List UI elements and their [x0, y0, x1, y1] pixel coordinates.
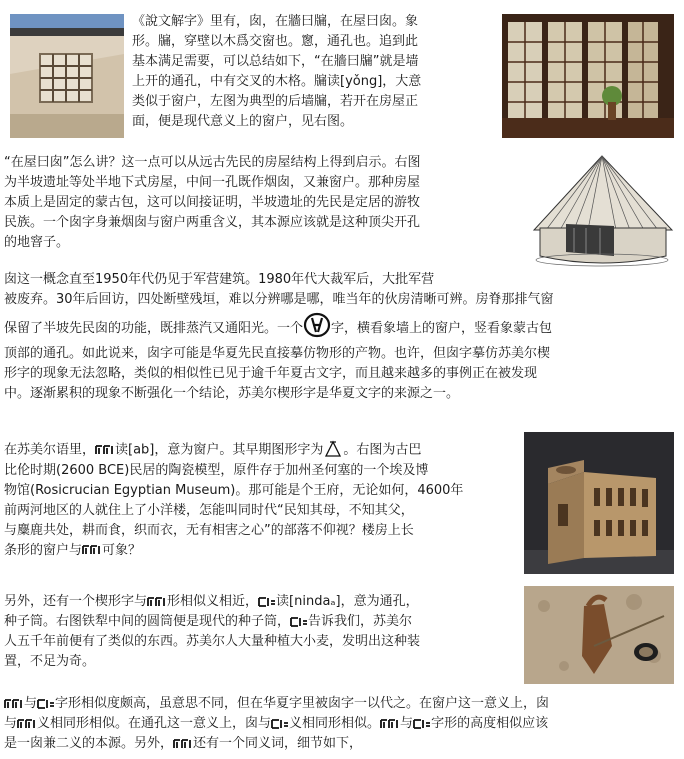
- text-line-with-glyph: [4, 694, 549, 714]
- text-segment: 保留了半坡先民囱的功能，既排蒸汽又通阳光。一个: [4, 321, 304, 336]
- interior-windows-photo: [502, 14, 674, 138]
- wall-lattice-window-photo: [10, 14, 124, 138]
- text-line: 上开的通孔，中有交叉的木格。牖读[yǒng]，大意: [132, 74, 422, 89]
- pottery-house-model-photo: [524, 432, 674, 574]
- seed-drill-plough-photo: [524, 586, 674, 684]
- text-line: 面，便是现代意义上的窗户，见右图。: [132, 114, 354, 129]
- cuneiform-ab-icon: [4, 698, 24, 710]
- text-segment: 告诉我们，苏美尔: [308, 614, 413, 629]
- cuneiform-ab-icon: [147, 596, 167, 608]
- text-segment: 另外，还有一个楔形字与: [4, 594, 148, 609]
- text-line: 与麋鹿共处，耕而食，织而衣，无有相害之心”的部落不仰视？楼房上长: [4, 522, 414, 538]
- cuneiform-ab-icon: [95, 444, 115, 456]
- text-line: 基本满足需要，可以总结如下，“在牆曰牖”就是墙: [132, 54, 419, 69]
- intro-paragraph: [132, 12, 421, 132]
- text-segment: 义相同形相似。在通孔这一意义上，囱与: [37, 716, 272, 731]
- text-line: 物馆(Rosicrucian Egyptian Museum)。那可能是个王府，无论如何，4600年: [4, 482, 464, 498]
- cuneiform-ninda-icon: [258, 596, 276, 608]
- text-line: 形。牖，穿壁以木爲交窗也。窻，通孔也。追到此: [132, 34, 419, 49]
- text-line: 被废弃。30年后回访，四处断壁残垣，难以分辨哪是哪，唯当年的伙房清晰可辨。房脊那排气窗: [4, 292, 554, 307]
- text-segment: 。右图为古巴: [343, 442, 422, 458]
- text-segment: 字形的高度相似应该: [431, 716, 549, 731]
- text-segment: 在苏美尔语里，: [4, 442, 96, 458]
- cong-character-icon: [303, 312, 331, 338]
- sumerian-window-paragraph: [4, 440, 463, 561]
- cuneiform-ab-icon: [17, 718, 37, 730]
- text-line-with-glyph: [4, 541, 463, 561]
- text-segment: 条形的窗户与: [4, 542, 83, 558]
- text-line: 置，不足为奇。: [4, 654, 96, 669]
- text-line: 比伦时期(2600 BCE)民居的陶瓷模型，原件存于加州圣何塞的一个埃及博: [4, 462, 429, 478]
- text-line: 类似于窗户，左图为典型的后墙牖，若开在房屋正: [132, 94, 419, 109]
- text-line-with-glyph: [4, 312, 554, 344]
- window-pictograph-icon: [323, 440, 343, 460]
- text-line-with-glyph: [4, 440, 463, 461]
- text-segment: 读[ab]，意为窗户。其早期图形字为: [115, 442, 324, 458]
- text-segment: 与: [400, 716, 414, 731]
- text-line-with-glyph: [4, 612, 420, 632]
- text-segment: 字形相似度颇高，虽意思不同，但在华夏字里被囱字一以代之。在窗户这一意义上，囱: [55, 696, 550, 711]
- cuneiform-ninda-icon: [37, 698, 55, 710]
- text-segment: 与: [4, 716, 18, 731]
- text-segment: 是一囱兼二义的本源。另外，: [4, 736, 174, 751]
- text-line: 囱这一概念直至1950年代仍见于军营建筑。1980年代大裁军后，大批军营: [4, 272, 435, 287]
- text-line: 前两河地区的人就住上了小洋楼，怎能叫同时代“民知其母，不知其父，: [4, 502, 414, 518]
- text-line: 顶部的通孔。如此说来，囱字可能是华夏先民直接摹仿物形的产物。也许，但囱字摹仿苏美尔楔: [4, 346, 551, 361]
- banpo-hut-illustration: [526, 152, 676, 270]
- text-line-with-glyph: [4, 592, 420, 612]
- cuneiform-ab-icon: [173, 738, 193, 750]
- text-segment: 读[nindaₐ]，意为通孔，: [276, 594, 419, 609]
- cuneiform-ab-icon: [380, 718, 400, 730]
- barracks-paragraph: [4, 270, 554, 404]
- cuneiform-ab-icon: [82, 544, 102, 556]
- text-line: 的地窨子。: [4, 235, 70, 250]
- text-line: 人五千年前便有了类似的东西。苏美尔人大量种植大小麦，发明出这种装: [4, 634, 421, 649]
- cuneiform-ninda-icon: [271, 718, 289, 730]
- seed-tube-paragraph: [4, 592, 420, 672]
- text-segment: 形相似义相近，: [167, 594, 259, 609]
- banpo-paragraph: [4, 153, 420, 253]
- text-line: 为半坡遗址等处半地下式房屋，中间一孔既作烟囱，又兼窗户。那种房屋: [4, 175, 421, 190]
- text-segment: 还有一个同义词，细节如下，: [193, 736, 363, 751]
- text-line-with-glyph: [4, 714, 549, 734]
- text-segment: 字，横看象墙上的窗户，竖看象蒙古包: [331, 321, 553, 336]
- text-segment: 可象？: [102, 542, 142, 558]
- text-line: 形字的现象无法忽略，类似的相似性已见于逾千年夏古文字，而且越来越多的事例正在被发现: [4, 366, 538, 381]
- text-segment: 种子筒。右图铁犁中间的圆筒便是现代的种子筒，: [4, 614, 291, 629]
- cuneiform-ninda-icon: [290, 616, 308, 628]
- text-segment: 与: [24, 696, 38, 711]
- text-line: 《說文解字》里有，囱，在牆曰牖，在屋曰囱。象: [132, 14, 419, 29]
- comparison-paragraph: [4, 694, 549, 754]
- text-line: 民族。一个囱字身兼烟囱与窗户两重含义，其本源应该就是这种顶尖开孔: [4, 215, 421, 230]
- text-segment: 义相同形相似。: [289, 716, 381, 731]
- cuneiform-ninda-icon: [413, 718, 431, 730]
- text-line: 本质上是固定的蒙古包，这可以间接证明，半坡遗址的先民是定居的游牧: [4, 195, 421, 210]
- text-line: “在屋曰囱”怎么讲？这一点可以从远古先民的房屋结构上得到启示。右图: [4, 155, 421, 170]
- text-line-with-glyph: [4, 734, 549, 754]
- text-line: 中。逐渐累积的现象不断强化一个结论，苏美尔楔形字是华夏文字的来源之一。: [4, 386, 460, 401]
